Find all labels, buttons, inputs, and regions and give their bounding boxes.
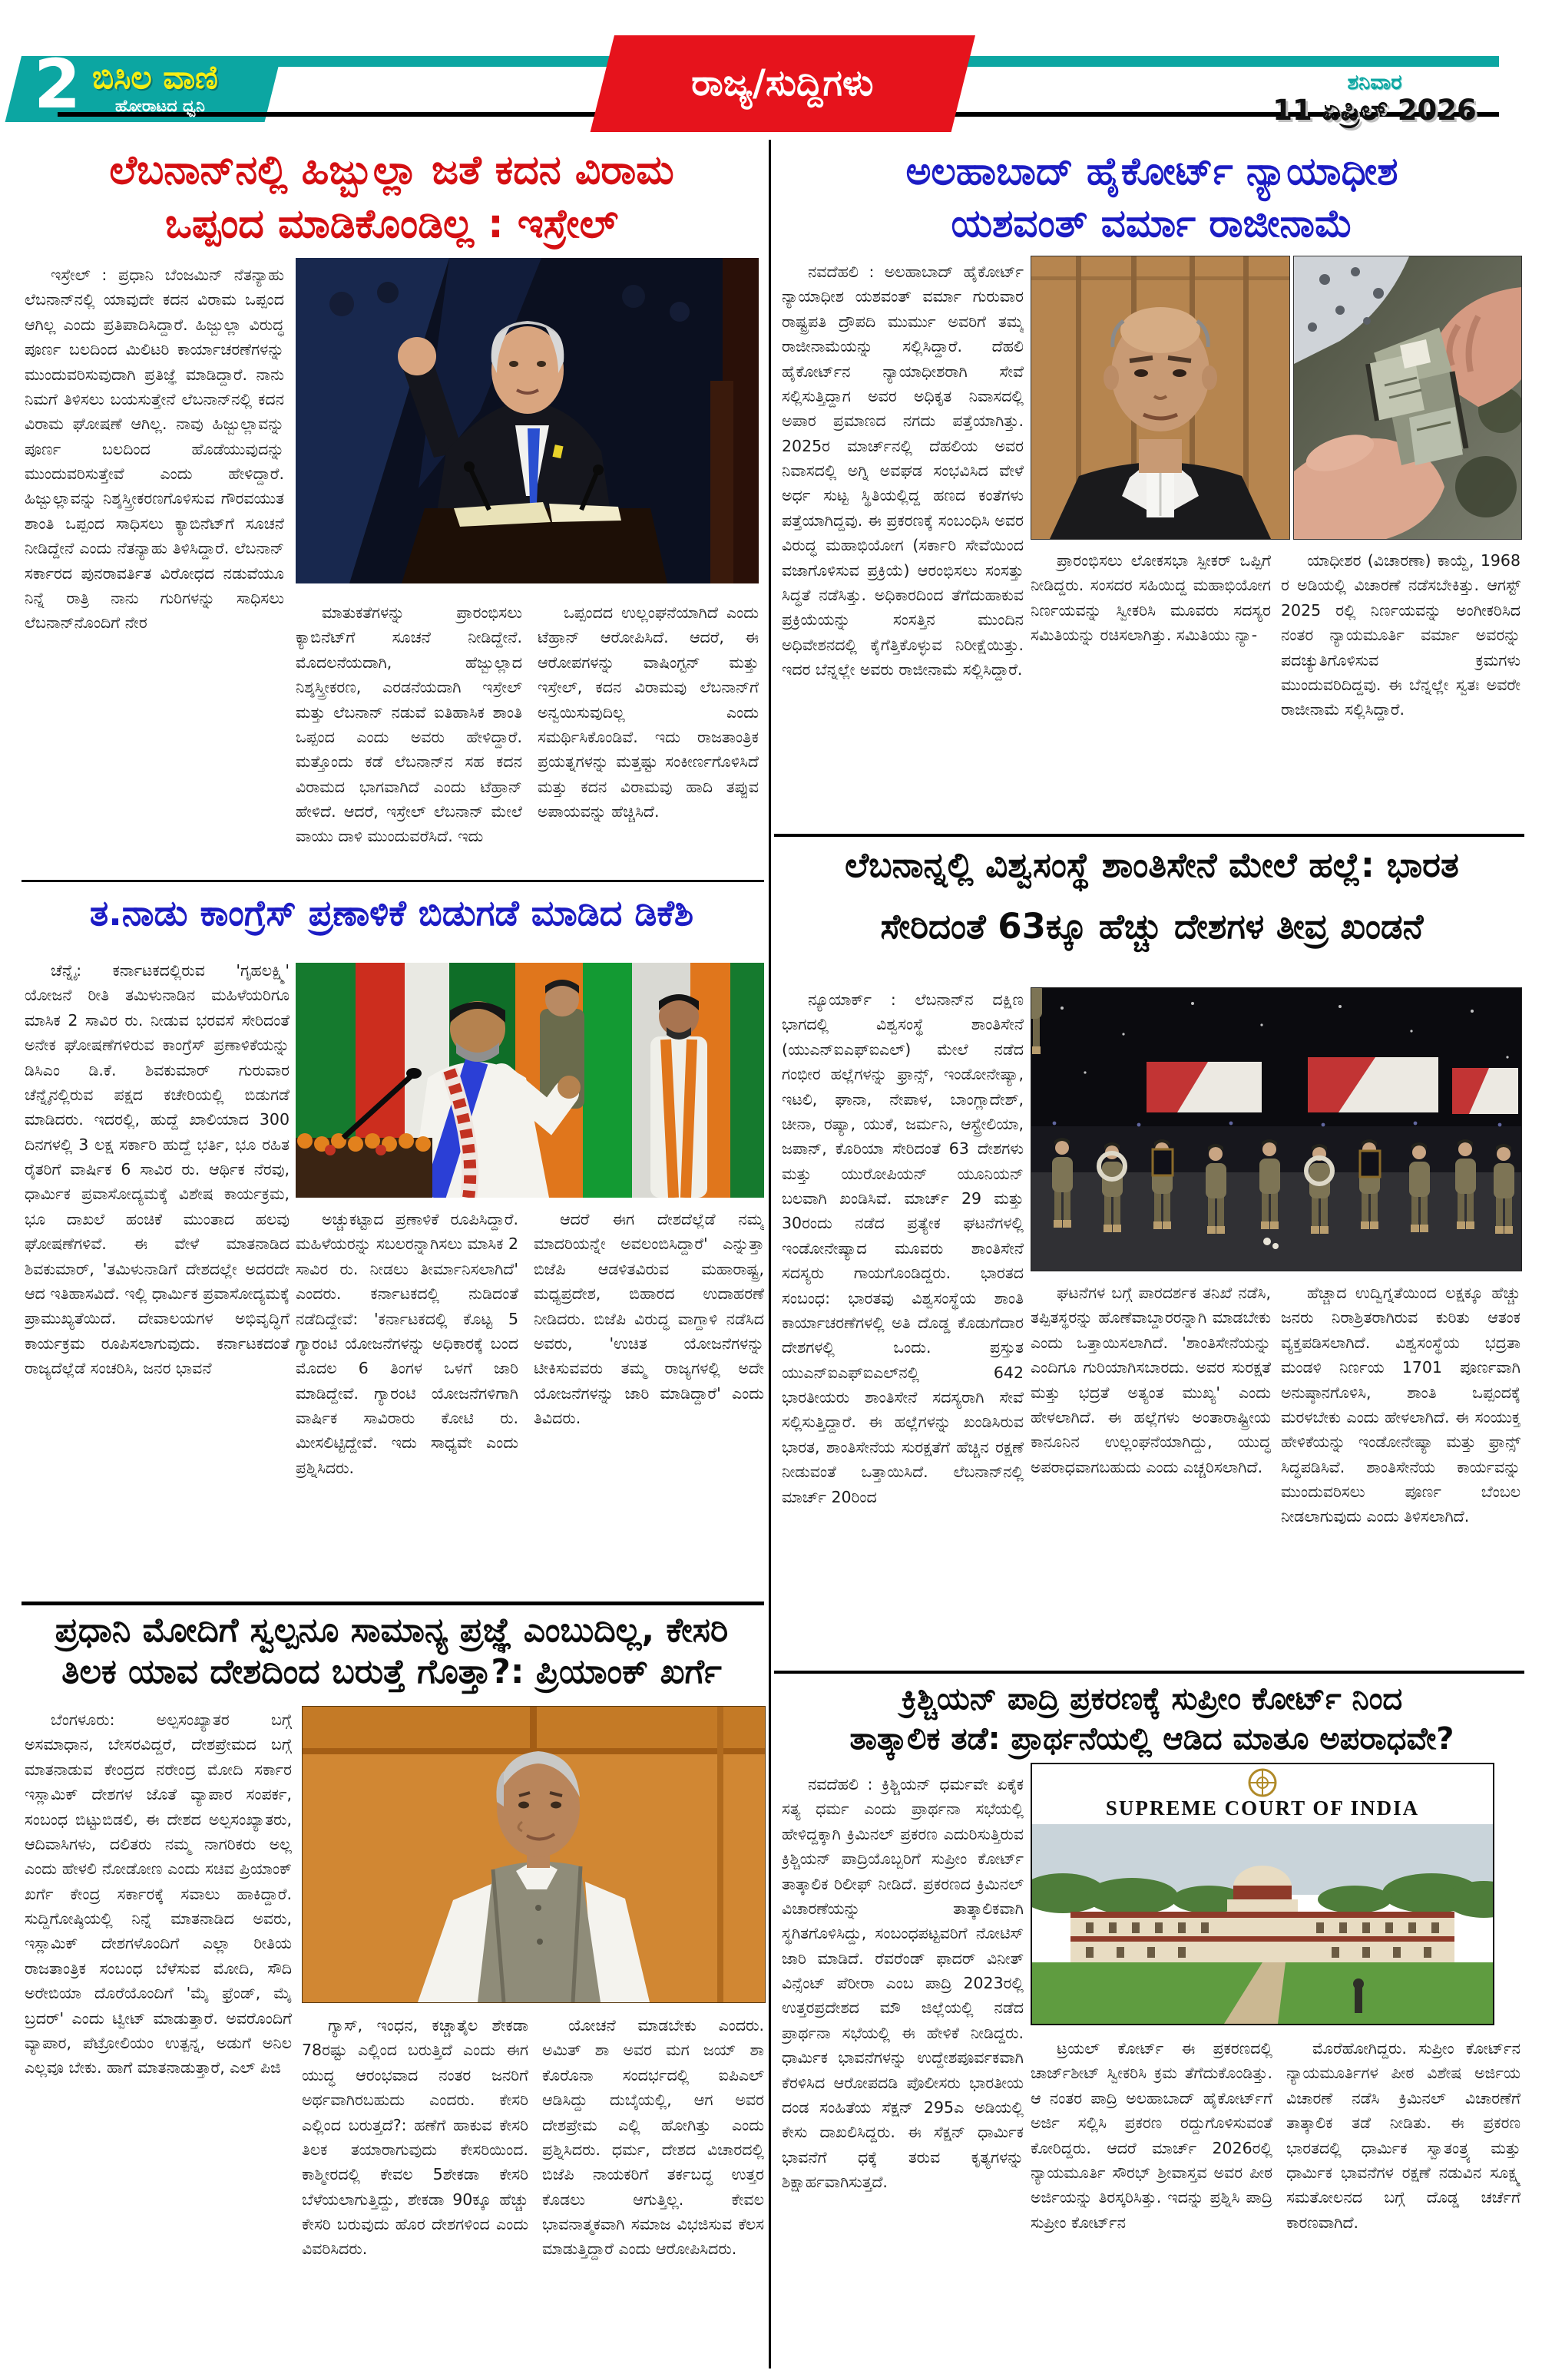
headline-un-line1: ಲೆಬನಾನ್ನಲ್ಲಿ ವಿಶ್ವಸಂಸ್ಥೆ ಶಾಂತಿಸೇನೆ ಮೇಲೆ ಹಲ್ಲೆ: ಭಾರತ <box>845 845 1459 885</box>
un-column-3: ಹೆಚ್ಚಾದ ಉದ್ವಿಗ್ನತೆಯಿಂದ ಲಕ್ಷಕ್ಕೂ ಹೆಚ್ಚು ಜನರು ನಿರಾಶ್ರಿತರಾಗಿರುವ ಕುರಿತು ಆತಂಕ ವ್ಯಕ್ತಪಡಿಸಲಾಗಿದೆ. ವಿಶ್ವಸಂಸ್ಥೆಯ ಭದ್ರತಾ ಮಂಡಳಿ ನಿರ್ಣಯ 1701 ಪೂರ್ಣವಾಗಿ ಅನುಷ್ಠಾನಗೊಳಿಸಿ, ಶಾಂತಿ ಒಪ್ಪಂದಕ್ಕೆ ಮರಳಬೇಕು ಎಂದು ಹೇಳಲಾಗಿದೆ. ಈ ಸಂಯುಕ್ತ ಹೇಳಿಕೆಯನ್ನು ಇಂಡೋನೇಷ್ಯಾ ಮತ್ತು ಫ್ರಾನ್ಸ್ ಸಿದ್ಧಪಡಿಸಿವೆ. ಶಾಂತಿಸೇನೆಯ ಕಾರ್ಯವನ್ನು ಮುಂದುವರಿಸಲು ಪೂರ್ಣ ಬೆಂಬಲ ನೀಡಲಾಗುವುದು ಎಂದು ತಿಳಿಸಲಾಗಿದೆ. <box>1281 1284 1520 1526</box>
varma-column-3: ಯಾಧೀಶರ (ವಿಚಾರಣಾ) ಕಾಯ್ದೆ, 1968 ರ ಅಡಿಯಲ್ಲಿ ವಿಚಾರಣೆ ನಡೆಸಬೇಕಿತ್ತು. ಆಗಸ್ಟ್ 2025 ರಲ್ಲಿ ನಿರ್ಣಯವನ್ನು ಅಂಗೀಕರಿಸಿದ ನಂತರ ನ್ಯಾಯಮೂರ್ತಿ ವರ್ಮಾ ಅವರನ್ನು ಪದಚ್ಯುತಿಗೊಳಿಸುವ ಕ್ರಮಗಳು ಮುಂದುವರಿದಿದ್ದವು. ಈ ಬೆನ್ನಲ್ಲೇ ಸ್ವತಃ ಅವರೇ ರಾಜೀನಾಮೆ ಸಲ್ಲಿಸಿದ್ದಾರೆ. <box>1281 551 1520 719</box>
priest-column-2: ಟ್ರಯಲ್ ಕೋರ್ಟ್ ಈ ಪ್ರಕರಣದಲ್ಲಿ ಚಾರ್ಜ್‌ಶೀಟ್ ಸ್ವೀಕರಿಸಿ ಕ್ರಮ ತೆಗೆದುಕೊಂಡಿತ್ತು. ಆ ನಂತರ ಪಾದ್ರಿ ಅಲಹಾಬಾದ್ ಹೈಕೋರ್ಟ್‌ಗೆ ಅರ್ಜಿ ಸಲ್ಲಿಸಿ ಪ್ರಕರಣ ರದ್ದುಗೊಳಿಸುವಂತೆ ಕೋರಿದ್ದರು. ಆದರೆ ಮಾರ್ಚ್ 2026ರಲ್ಲಿ ನ್ಯಾಯಮೂರ್ತಿ ಸೌರಭ್ ಶ್ರೀವಾಸ್ತವ ಅವರ ಪೀಠ ಅರ್ಜಿಯನ್ನು ತಿರಸ್ಕರಿಸಿತ್ತು. ಇದನ್ನು ಪ್ರಶ್ನಿಸಿ ಪಾದ್ರಿ ಸುಪ್ರೀಂ ಕೋರ್ಟ್‌ನ <box>1031 2039 1272 2232</box>
priyank-column-3: ಯೋಚನೆ ಮಾಡಬೇಕು ಎಂದರು. ಅಮಿತ್ ಶಾ ಅವರ ಮಗ ಜಯ್ ಶಾ ಕೊರೊನಾ ಸಂದರ್ಭದಲ್ಲಿ ಐಪಿಎಲ್ ಆಡಿಸಿದ್ದು ದುಬೈಯಲ್ಲಿ, ಆಗ ಅವರ ದೇಶಪ್ರೇಮ ಎಲ್ಲಿ ಹೋಗಿತ್ತು ಎಂದು ಪ್ರಶ್ನಿಸಿದರು. ಧರ್ಮ, ದೇಶದ ವಿಚಾರದಲ್ಲಿ ಬಿಜೆಪಿ ನಾಯಕರಿಗೆ ತರ್ಕಬದ್ಧ ಉತ್ತರ ಕೊಡಲು ಆಗುತ್ತಿಲ್ಲ. ಕೇವಲ ಭಾವನಾತ್ಮಕವಾಗಿ ಸಮಾಜ ವಿಭಜಿಸುವ ಕೆಲಸ ಮಾಡುತ್ತಿದ್ದಾರೆ ಎಂದು ಆರೋಪಿಸಿದರು. <box>542 2016 764 2259</box>
paper-tagline: ಹೋರಾಟದ ಧ್ವನಿ <box>115 97 205 115</box>
center-divider <box>769 140 771 2368</box>
varma-column-1: ನವದೆಹಲಿ : ಅಲಹಾಬಾದ್ ಹೈಕೋರ್ಟ್ ನ್ಯಾಯಾಧೀಶ ಯಶವಂತ್ ವರ್ಮಾ ಗುರುವಾರ ರಾಷ್ಟ್ರಪತಿ ದ್ರೌಪದಿ ಮುರ್ಮು ಅವರಿಗೆ ತಮ್ಮ ರಾಜೀನಾಮೆಯನ್ನು ಸಲ್ಲಿಸಿದ್ದಾರೆ. ದೆಹಲಿ ಹೈಕೋರ್ಟ್‌ನ ನ್ಯಾಯಾಧೀಶರಾಗಿ ಸೇವೆ ಸಲ್ಲಿಸುತ್ತಿದ್ದಾಗ ಅವರ ಅಧಿಕೃತ ನಿವಾಸದಲ್ಲಿ ಅಪಾರ ಪ್ರಮಾಣದ ನಗದು ಪತ್ತೆಯಾಗಿತ್ತು. 2025ರ ಮಾರ್ಚ್‌ನಲ್ಲಿ ದೆಹಲಿಯ ಅವರ ನಿವಾಸದಲ್ಲಿ ಅಗ್ನಿ ಅವಘಡ ಸಂಭವಿಸಿದ ವೇಳೆ ಅರ್ಧ ಸುಟ್ಟ ಸ್ಥಿತಿಯಲ್ಲಿದ್ದ ಹಣದ ಕಂತೆಗಳು ಪತ್ತೆಯಾಗಿದ್ದವು. ಈ ಪ್ರಕರಣಕ್ಕೆ ಸಂಬಂಧಿಸಿ ಅವರ ವಿರುದ್ಧ ಮಹಾಭಿಯೋಗ (ಸರ್ಕಾರಿ ಸೇವೆಯಿಂದ ವಜಾಗೊಳಿಸುವ ಪ್ರಕ್ರಿಯೆ) ಆರಂಭಿಸಲು ಸಂಸತ್ತು ಸಿದ್ಧತೆ ನಡೆಸಿತ್ತು. ಅಧಿಕಾರದಿಂದ ತೆಗೆದುಹಾಕುವ ಪ್ರಕ್ರಿಯೆಯನ್ನು ಸಂಸತ್ತಿನ ಮುಂದಿನ ಅಧಿವೇಶನದಲ್ಲಿ ಕೈಗೆತ್ತಿಕೊಳ್ಳುವ ನಿರೀಕ್ಷೆಯಿತ್ತು. ಇದರ ಬೆನ್ನಲ್ಲೇ ಅವರು ರಾಜೀನಾಮೆ ಸಲ್ಲಿಸಿದ್ದಾರೆ. <box>782 263 1024 679</box>
un-column-2: ಘಟನೆಗಳ ಬಗ್ಗೆ ಪಾರದರ್ಶಕ ತನಿಖೆ ನಡೆಸಿ, ತಪ್ಪಿತಸ್ಥರನ್ನು ಹೊಣೆವಾಬ್ದಾರರನ್ನಾಗಿ ಮಾಡಬೇಕು ಎಂದು ಒತ್ತಾಯಿಸಲಾಗಿದೆ. 'ಶಾಂತಿಸೇನೆಯನ್ನು ಎಂದಿಗೂ ಗುರಿಯಾಗಿಸಬಾರದು. ಅವರ ಸುರಕ್ಷತೆ ಮತ್ತು ಭದ್ರತೆ ಅತ್ಯಂತ ಮುಖ್ಯ' ಎಂದು ಹೇಳಲಾಗಿದೆ. ಈ ಹಲ್ಲೆಗಳು ಅಂತಾರಾಷ್ಟ್ರೀಯ ಕಾನೂನಿನ ಉಲ್ಲಂಘನೆಯಾಗಿದ್ದು, ಯುದ್ಧ ಅಪರಾಧವಾಗಬಹುದು ಎಂದು ಎಚ್ಚರಿಸಲಾಗಿದೆ. <box>1031 1284 1271 1476</box>
rule-right-2 <box>774 1671 1524 1674</box>
date-label: 11 ಏಪ್ರಿಲ್ 2026 <box>1272 94 1477 127</box>
section-badge-label: ರಾಜ್ಯ/ಸುದ್ದಿಗಳು <box>691 62 874 104</box>
headline-varma-line1: ಅಲಹಾಬಾದ್ ಹೈಕೋರ್ಟ್ ನ್ಯಾಯಾಧೀಶ <box>905 149 1398 193</box>
paper-title: ಬಿಸಿಲ ವಾಣಿ <box>92 58 218 96</box>
day-label: ಶನಿವಾರ <box>1347 71 1402 94</box>
israel-column-1: ಇಸ್ರೇಲ್ : ಪ್ರಧಾನಿ ಬೆಂಜಮಿನ್ ನೆತನ್ಯಾಹು ಲೆಬನಾನ್‌ನಲ್ಲಿ ಯಾವುದೇ ಕದನ ವಿರಾಮ ಒಪ್ಪಂದ ಆಗಿಲ್ಲ ಎಂದು ಪ್ರತಿಪಾದಿಸಿದ್ದಾರೆ. ಹಿಜ್ಬುಲ್ಲಾ ವಿರುದ್ಧ ಪೂರ್ಣ ಬಲದಿಂದ ಮಿಲಿಟರಿ ಕಾರ್ಯಾಚರಣೆಗಳನ್ನು ಮುಂದುವರಿಸುವುದಾಗಿ ಪ್ರತಿಜ್ಞೆ ಮಾಡಿದ್ದಾರೆ. ನಾನು ನಿಮಗೆ ತಿಳಿಸಲು ಬಯಸುತ್ತೇನೆ ಲೆಬನಾನ್‌ನಲ್ಲಿ ಕದನ ವಿರಾಮ ಘೋಷಣೆ ಆಗಿಲ್ಲ. ನಾವು ಹಿಜ್ಬುಲ್ಲಾವನ್ನು ಪೂರ್ಣ ಬಲದಿಂದ ಹೊಡೆಯುವುದನ್ನು ಮುಂದುವರಿಸುತ್ತೇವೆ ಎಂದು ಹೇಳಿದ್ದಾರೆ. ಹಿಜ್ಬುಲ್ಲಾವನ್ನು ನಿಶ್ಶಸ್ತ್ರೀಕರಣಗೊಳಿಸುವ ಗೌರವಯುತ ಶಾಂತಿ ಒಪ್ಪಂದ ಸಾಧಿಸಲು ಕ್ಯಾಬಿನೆಟ್‌ಗೆ ಸೂಚನೆ ನೀಡಿದ್ದೇನೆ ಎಂದು ನೆತನ್ಯಾಹು ತಿಳಿಸಿದ್ದಾರೆ. ಲೆಬನಾನ್ ಸರ್ಕಾರದ ಪುನರಾವರ್ತಿತ ವಿರೋಧದ ನಡುವೆಯೂ ನಿನ್ನೆ ರಾತ್ರಿ ನಾನು ಗುರಿಗಳನ್ನು ಸಾಧಿಸಲು ಲೆಬನಾನ್‌ನೊಂದಿಗೆ ನೇರ <box>25 266 284 633</box>
headline-priest-line2: ತಾತ್ಕಾಲಿಕ ತಡೆ: ಪ್ರಾರ್ಥನೆಯಲ್ಲಿ ಆಡಿದ ಮಾತೂ ಅಪರಾಧವೇ? <box>849 1721 1454 1757</box>
dks-column-3: ಆದರೆ ಈಗ ದೇಶದೆಲ್ಲೆಡೆ ನಮ್ಮ ಮಾದರಿಯನ್ನೇ ಅವಲಂಬಿಸಿದ್ದಾರೆ' ಎನ್ನುತ್ತಾ ಬಿಜೆಪಿ ಆಡಳಿತವಿರುವ ಮಹಾರಾಷ್ಟ್ರ, ಮಧ್ಯಪ್ರದೇಶ, ಬಿಹಾರದ ಉದಾಹರಣೆ ನೀಡಿದರು. ಬಿಜೆಪಿ ವಿರುದ್ಧ ವಾಗ್ದಾಳಿ ನಡೆಸಿದ ಅವರು, 'ಉಚಿತ ಯೋಜನೆಗಳನ್ನು ಟೀಕಿಸುವವರು ತಮ್ಮ ರಾಜ್ಯಗಳಲ್ಲಿ ಅದೇ ಯೋಜನೆಗಳನ್ನು ಜಾರಿ ಮಾಡಿದ್ದಾರೆ' ಎಂದು ತಿವಿದರು. <box>534 1210 764 1427</box>
priyank-column-1: ಬೆಂಗಳೂರು: ಅಲ್ಪಸಂಖ್ಯಾತರ ಬಗ್ಗೆ ಅಸಮಾಧಾನ, ಬೇಸರವಿದ್ದರೆ, ದೇಶಪ್ರೇಮದ ಬಗ್ಗೆ ಮಾತನಾಡುವ ಕೇಂದ್ರದ ನರೇಂದ್ರ ಮೋದಿ ಸರ್ಕಾರ ಇಸ್ಲಾಮಿಕ್ ದೇಶಗಳ ಜೊತೆ ವ್ಯಾಪಾರ ಸಂಪರ್ಕ, ಸಂಬಂಧ ಬಿಟ್ಟುಬಿಡಲಿ, ಈ ದೇಶದ ಅಲ್ಪಸಂಖ್ಯಾತರು, ಆದಿವಾಸಿಗಳು, ದಲಿತರು ನಮ್ಮ ನಾಗರಿಕರು ಅಲ್ಲ ಎಂದು ಹೇಳಲಿ ನೋಡೋಣ ಎಂದು ಸಚಿವ ಪ್ರಿಯಾಂಕ್ ಖರ್ಗೆ ಕೇಂದ್ರ ಸರ್ಕಾರಕ್ಕೆ ಸವಾಲು ಹಾಕಿದ್ದಾರೆ. ಸುದ್ದಿಗೋಷ್ಠಿಯಲ್ಲಿ ನಿನ್ನೆ ಮಾತನಾಡಿದ ಅವರು, ಇಸ್ಲಾಮಿಕ್ ದೇಶಗಳೊಂದಿಗೆ ಎಲ್ಲಾ ರೀತಿಯ ರಾಜತಾಂತ್ರಿಕ ಸಂಬಂಧ ಬೆಳೆಸುವ ಮೋದಿ, ಸೌದಿ ಅರೇಬಿಯಾ ದೊರೆಯೊಂದಿಗೆ 'ಮೈ ಫ್ರೆಂಡ್, ಮೈ ಬ್ರದರ್' ಎಂದು ಟ್ವೀಟ್ ಮಾಡುತ್ತಾರೆ. ಅವರೊಂದಿಗೆ ವ್ಯಾಪಾರ, ಪೆಟ್ರೋಲಿಯಂ ಉತ್ಪನ್ನ, ಅಡುಗೆ ಅನಿಲ ಎಲ್ಲವೂ ಬೇಕು. ಹಾಗೆ ಮಾತನಾಡುತ್ತಾರೆ, ಎಲ್ ಪಿಜಿ <box>25 1711 292 2078</box>
dks-speech-photo <box>296 963 764 1198</box>
headline-un-line2: ಸೇರಿದಂತೆ 63ಕ್ಕೂ ಹೆಚ್ಚು ದೇಶಗಳ ತೀವ್ರ ಖಂಡನೆ <box>880 906 1424 947</box>
israel-column-2: ಮಾತುಕತೆಗಳನ್ನು ಪ್ರಾರಂಭಿಸಲು ಕ್ಯಾಬಿನೆಟ್‌ಗೆ ಸೂಚನೆ ನೀಡಿದ್ದೇನೆ. ಮೊದಲನೆಯದಾಗಿ, ಹೆಜ್ಬುಲ್ಲಾದ ನಿಶ್ಶಸ್ತ್ರೀಕರಣ, ಎರಡನೆಯದಾಗಿ ಇಸ್ರೇಲ್ ಮತ್ತು ಲೆಬನಾನ್ ನಡುವೆ ಐತಿಹಾಸಿಕ ಶಾಂತಿ ಒಪ್ಪಂದ ಎಂದು ಅವರು ಹೇಳಿದ್ದಾರೆ. ಮತ್ತೊಂದು ಕಡೆ ಲೆಬನಾನ್‌ನ ಸಹ ಕದನ ವಿರಾಮದ ಭಾಗವಾಗಿದೆ ಎಂದು ಟೆಹ್ರಾನ್ ಹೇಳಿದೆ. ಆದರೆ, ಇಸ್ರೇಲ್ ಲೆಬನಾನ್ ಮೇಲೆ ವಾಯು ದಾಳಿ ಮುಂದುವರೆಸಿದೆ. ಇದು <box>296 603 522 846</box>
judge-varma-photo <box>1031 256 1290 540</box>
rule-right-1 <box>774 834 1524 837</box>
rule-left-2 <box>22 1602 764 1605</box>
headline-dks: ತ.ನಾಡು ಕಾಂಗ್ರೆಸ್ ಪ್ರಣಾಳಿಕೆ ಬಿಡುಗಡೆ ಮಾಡಿದ ಡಿಕೆಶಿ <box>89 892 694 934</box>
headline-israel-line2: ಒಪ್ಪಂದ ಮಾಡಿಕೊಂಡಿಲ್ಲ : ಇಸ್ರೇಲ್ <box>164 201 619 247</box>
un-peacekeepers-photo <box>1031 987 1522 1271</box>
un-column-1: ನ್ಯೂಯಾರ್ಕ್ : ಲೆಬನಾನ್‌ನ ದಕ್ಷಿಣ ಭಾಗದಲ್ಲಿ ವಿಶ್ವಸಂಸ್ಥೆ ಶಾಂತಿಸೇನೆ (ಯುಎನ್‌ಐಎಫ್‌ಐಎಲ್) ಮೇಲೆ ನಡೆದ ಗಂಭೀರ ಹಲ್ಲೆಗಳನ್ನು ಫ್ರಾನ್ಸ್, ಇಂಡೋನೇಷ್ಯಾ, ಇಟಲಿ, ಘಾನಾ, ನೇಪಾಳ, ಬಾಂಗ್ಲಾದೇಶ್, ಚೀನಾ, ರಷ್ಯಾ, ಯುಕೆ, ಜರ್ಮನಿ, ಆಸ್ಟ್ರೇಲಿಯಾ, ಜಪಾನ್, ಕೊರಿಯಾ ಸೇರಿದಂತೆ 63 ದೇಶಗಳು ಮತ್ತು ಯುರೋಪಿಯನ್ ಯೂನಿಯನ್ ಬಲವಾಗಿ ಖಂಡಿಸಿವೆ. ಮಾರ್ಚ್ 29 ಮತ್ತು 30ರಂದು ನಡೆದ ಪ್ರತ್ಯೇಕ ಘಟನೆಗಳಲ್ಲಿ ಇಂಡೋನೇಷ್ಯಾದ ಮೂವರು ಶಾಂತಿಸೇನೆ ಸದಸ್ಯರು ಗಾಯಗೊಂಡಿದ್ದರು. ಭಾರತದ ಸಂಬಂಧ: ಭಾರತವು ವಿಶ್ವಸಂಸ್ಥೆಯ ಶಾಂತಿ ಕಾರ್ಯಾಚರಣೆಗಳಲ್ಲಿ ಅತಿ ದೊಡ್ಡ ಕೊಡುಗೆದಾರ ದೇಶಗಳಲ್ಲಿ ಒಂದು. ಪ್ರಸ್ತುತ ಯುಎನ್‌ಐಎಫ್‌ಐಎಲ್‌ನಲ್ಲಿ 642 ಭಾರತೀಯರು ಶಾಂತಿಸೇನೆ ಸದಸ್ಯರಾಗಿ ಸೇವೆ ಸಲ್ಲಿಸುತ್ತಿದ್ದಾರೆ. ಈ ಹಲ್ಲೆಗಳನ್ನು ಖಂಡಿಸಿರುವ ಭಾರತ, ಶಾಂತಿಸೇನೆಯ ಸುರಕ್ಷತೆಗೆ ಹೆಚ್ಚಿನ ರಕ್ಷಣೆ ನೀಡುವಂತೆ ಒತ್ತಾಯಿಸಿದೆ. ಲೆಬನಾನ್‌ನಲ್ಲಿ ಮಾರ್ಚ್ 20ರಿಂದ <box>782 990 1024 1506</box>
rule-left-1 <box>22 880 764 882</box>
page-number: 2 <box>34 45 81 124</box>
headline-israel-line1: ಲೆಬನಾನ್‌ನಲ್ಲಿ ಹಿಜ್ಬುಲ್ಲಾ ಜತೆ ಕದನ ವಿರಾಮ <box>109 147 674 193</box>
headline-varma-line2: ಯಶವಂತ್ ವರ್ಮಾ ರಾಜೀನಾಮೆ <box>951 201 1353 246</box>
burnt-cash-photo <box>1293 256 1522 540</box>
varma-column-2: ಪ್ರಾರಂಭಿಸಲು ಲೋಕಸಭಾ ಸ್ಪೀಕರ್ ಒಪ್ಪಿಗೆ ನೀಡಿದ್ದರು. ಸಂಸದರ ಸಹಿಯಿದ್ದ ಮಹಾಭಿಯೋಗ ನಿರ್ಣಯವನ್ನು ಸ್ವೀಕರಿಸಿ ಮೂವರು ಸದಸ್ಯರ ಸಮಿತಿಯನ್ನು ರಚಿಸಲಾಗಿತ್ತು. ಸಮಿತಿಯು ನ್ಯಾ- <box>1031 551 1271 645</box>
headline-priest-line1: ಕ್ರಿಶ್ಚಿಯನ್ ಪಾದ್ರಿ ಪ್ರಕರಣಕ್ಕೆ ಸುಪ್ರೀಂ ಕೋರ್ಟ್ ನಿಂದ <box>901 1681 1403 1717</box>
israel-column-3: ಒಪ್ಪಂದದ ಉಲ್ಲಂಘನೆಯಾಗಿದೆ ಎಂದು ಟೆಹ್ರಾನ್ ಆರೋಪಿಸಿದೆ. ಆದರೆ, ಈ ಆರೋಪಗಳನ್ನು ವಾಷಿಂಗ್ಟನ್ ಮತ್ತು ಇಸ್ರೇಲ್, ಕದನ ವಿರಾಮವು ಲೆಬನಾನ್‌ಗೆ ಅನ್ವಯಿಸುವುದಿಲ್ಲ ಎಂದು ಸಮರ್ಥಿಸಿಕೊಂಡಿವೆ. ಇದು ರಾಜತಾಂತ್ರಿಕ ಪ್ರಯತ್ನಗಳನ್ನು ಮತ್ತಷ್ಟು ಸಂಕೀರ್ಣಗೊಳಿಸಿದೆ ಮತ್ತು ಕದನ ವಿರಾಮವು ಹಾದಿ ತಪ್ಪುವ ಅಪಾಯವನ್ನು ಹೆಚ್ಚಿಸಿದೆ. <box>538 603 759 821</box>
headline-priyank-line1: ಪ್ರಧಾನಿ ಮೋದಿಗೆ ಸ್ವಲ್ಪನೂ ಸಾಮಾನ್ಯ ಪ್ರಜ್ಞೆ ಎಂಬುದಿಲ್ಲ, ಕೇಸರಿ <box>55 1611 729 1650</box>
priest-column-3: ಮೊರೆಹೋಗಿದ್ದರು. ಸುಪ್ರೀಂ ಕೋರ್ಟ್‌ನ ನ್ಯಾಯಮೂರ್ತಿಗಳ ಪೀಠ ವಿಶೇಷ ಅರ್ಜಿಯ ವಿಚಾರಣೆ ನಡೆಸಿ ಕ್ರಿಮಿನಲ್ ವಿಚಾರಣೆಗೆ ತಾತ್ಕಾಲಿಕ ತಡೆ ನೀಡಿತು. ಈ ಪ್ರಕರಣ ಭಾರತದಲ್ಲಿ ಧಾರ್ಮಿಕ ಸ್ವಾತಂತ್ರ್ಯ ಮತ್ತು ಧಾರ್ಮಿಕ ಭಾವನೆಗಳ ರಕ್ಷಣೆ ನಡುವಿನ ಸೂಕ್ಷ್ಮ ಸಮತೋಲನದ ಬಗ್ಗೆ ದೊಡ್ಡ ಚರ್ಚೆಗೆ ಕಾರಣವಾಗಿದೆ. <box>1286 2039 1520 2232</box>
priyank-column-2: ಗ್ಯಾಸ್, ಇಂಧನ, ಕಚ್ಚಾತೈಲ ಶೇಕಡಾ 78ರಷ್ಟು ಎಲ್ಲಿಂದ ಬರುತ್ತಿದೆ ಎಂದು ಈಗ ಯುದ್ಧ ಆರಂಭವಾದ ನಂತರ ಜನರಿಗೆ ಅರ್ಥವಾಗಿರಬಹುದು ಎಂದರು. ಕೇಸರಿ ಎಲ್ಲಿಂದ ಬರುತ್ತದೆ?: ಹಣೆಗೆ ಹಾಕುವ ಕೇಸರಿ ತಿಲಕ ತಯಾರಾಗುವುದು ಕೇಸರಿಯಿಂದ. ಕಾಶ್ಮೀರದಲ್ಲಿ ಕೇವಲ 5ಶೇಕಡಾ ಕೇಸರಿ ಬೆಳೆಯಲಾಗುತ್ತಿದ್ದು, ಶೇಕಡಾ 90ಕ್ಕೂ ಹೆಚ್ಚು ಕೇಸರಿ ಬರುವುದು ಹೊರ ದೇಶಗಳಿಂದ ಎಂದು ವಿವರಿಸಿದರು. <box>302 2016 528 2259</box>
dks-column-2: ಅಚ್ಚುಕಟ್ಟಾದ ಪ್ರಣಾಳಿಕೆ ರೂಪಿಸಿದ್ದಾರೆ. ಮಹಿಳೆಯರನ್ನು ಸಬಲರನ್ನಾಗಿಸಲು ಮಾಸಿಕ 2 ಸಾವಿರ ರು. ನೀಡಲು ತೀರ್ಮಾನಿಸಲಾಗಿದೆ' ಎಂದರು. ಕರ್ನಾಟಕದಲ್ಲಿ ನುಡಿದಂತೆ ನಡೆದಿದ್ದೇವೆ: 'ಕರ್ನಾಟಕದಲ್ಲಿ ಕೊಟ್ಟ 5 ಗ್ಯಾರಂಟಿ ಯೋಜನೆಗಳನ್ನು ಅಧಿಕಾರಕ್ಕೆ ಬಂದ ಮೊದಲ 6 ತಿಂಗಳ ಒಳಗೆ ಜಾರಿ ಮಾಡಿದ್ದೇವೆ. ಗ್ಯಾರಂಟಿ ಯೋಜನೆಗಳಿಗಾಗಿ ವಾರ್ಷಿಕ ಸಾವಿರಾರು ಕೋಟಿ ರು. ಮೀಸಲಿಟ್ಟಿದ್ದೇವೆ. ಇದು ಸಾಧ್ಯವೇ ಎಂದು ಪ್ರಶ್ನಿಸಿದರು. <box>296 1210 518 1477</box>
dks-column-1: ಚೆನ್ನೈ: ಕರ್ನಾಟಕದಲ್ಲಿರುವ 'ಗೃಹಲಕ್ಷ್ಮಿ' ಯೋಜನೆ ರೀತಿ ತಮಿಳುನಾಡಿನ ಮಹಿಳೆಯರಿಗೂ ಮಾಸಿಕ 2 ಸಾವಿರ ರು. ನೀಡುವ ಭರವಸೆ ಸೇರಿದಂತೆ ಅನೇಕ ಘೋಷಣೆಗಳಿರುವ ಕಾಂಗ್ರೆಸ್ ಪ್ರಣಾಳಿಕೆಯನ್ನು ಡಿಸಿಎಂ ಡಿ.ಕೆ. ಶಿವಕುಮಾರ್ ಗುರುವಾರ ಚೆನ್ನೈನಲ್ಲಿರುವ ಪಕ್ಷದ ಕಚೇರಿಯಲ್ಲಿ ಬಿಡುಗಡೆ ಮಾಡಿದರು. ಇದರಲ್ಲಿ, ಹುದ್ದೆ ಖಾಲಿಯಾದ 300 ದಿನಗಳಲ್ಲಿ 3 ಲಕ್ಷ ಸರ್ಕಾರಿ ಹುದ್ದೆ ಭರ್ತಿ, ಭೂ ರಹಿತ ರೈತರಿಗೆ ವಾರ್ಷಿಕ 6 ಸಾವಿರ ರು. ಆರ್ಥಿಕ ನೆರವು, ಧಾರ್ಮಿಕ ಪ್ರವಾಸೋದ್ಯಮಕ್ಕೆ ವಿಶೇಷ ಕಾರ್ಯಕ್ರಮ, ಭೂ ದಾಖಲೆ ಹಂಚಿಕೆ ಮುಂತಾದ ಹಲವು ಘೋಷಣೆಗಳಿವೆ. ಈ ವೇಳೆ ಮಾತನಾಡಿದ ಶಿವಕುಮಾರ್, 'ತಮಿಳುನಾಡಿಗೆ ದೇಶದಲ್ಲೇ ಅದರದೇ ಆದ ಇತಿಹಾಸವಿದೆ. ಇಲ್ಲಿ ಧಾರ್ಮಿಕ ಪ್ರವಾಸೋದ್ಯಮಕ್ಕೆ ಪ್ರಾಮುಖ್ಯತೆಯಿದೆ. ದೇವಾಲಯಗಳ ಅಭಿವೃದ್ಧಿಗೆ ಕಾರ್ಯಕ್ರಮ ರೂಪಿಸಲಾಗುವುದು. ಕರ್ನಾಟಕದಂತೆ ರಾಜ್ಯದೆಲ್ಲೆಡೆ ಸಂಚರಿಸಿ, ಜನರ ಭಾವನೆ <box>25 961 290 1377</box>
priyank-kharge-photo <box>302 1706 766 2003</box>
supreme-court-photo <box>1031 1763 1494 2025</box>
netanyahu-photo <box>296 258 759 583</box>
section-badge <box>591 35 975 132</box>
supreme-court-caption: SUPREME COURT OF INDIA <box>1105 1797 1420 1820</box>
headline-priyank-line2: ತಿಲಕ ಯಾವ ದೇಶದಿಂದ ಬರುತ್ತೆ ಗೊತ್ತಾ?: ಪ್ರಿಯಾಂಕ್ ಖರ್ಗೆ <box>61 1652 722 1691</box>
priest-column-1: ನವದೆಹಲಿ : ಕ್ರಿಶ್ಚಿಯನ್ ಧರ್ಮವೇ ಏಕೈಕ ಸತ್ಯ ಧರ್ಮ ಎಂದು ಪ್ರಾರ್ಥನಾ ಸಭೆಯಲ್ಲಿ ಹೇಳಿದ್ದಕ್ಕಾಗಿ ಕ್ರಿಮಿನಲ್ ಪ್ರಕರಣ ಎದುರಿಸುತ್ತಿರುವ ಕ್ರಿಶ್ಚಿಯನ್ ಪಾದ್ರಿಯೊಬ್ಬರಿಗೆ ಸುಪ್ರೀಂ ಕೋರ್ಟ್ ತಾತ್ಕಾಲಿಕ ರಿಲೀಫ್ ನೀಡಿದೆ. ಪ್ರಕರಣದ ಕ್ರಿಮಿನಲ್ ವಿಚಾರಣೆಯನ್ನು ತಾತ್ಕಾಲಿಕವಾಗಿ ಸ್ಥಗಿತಗೊಳಿಸಿದ್ದು, ಸಂಬಂಧಪಟ್ಟವರಿಗೆ ನೋಟಿಸ್ ಜಾರಿ ಮಾಡಿದೆ. ರೆವರೆಂಡ್ ಫಾದರ್ ವಿನೀತ್ ವಿನ್ಸೆಂಟ್ ಪೆರೀರಾ ಎಂಬ ಪಾದ್ರಿ 2023ರಲ್ಲಿ ಉತ್ತರಪ್ರದೇಶದ ಮೌ ಜಿಲ್ಲೆಯಲ್ಲಿ ನಡೆದ ಪ್ರಾರ್ಥನಾ ಸಭೆಯಲ್ಲಿ ಈ ಹೇಳಿಕೆ ನೀಡಿದ್ದರು. ಧಾರ್ಮಿಕ ಭಾವನೆಗಳನ್ನು ಉದ್ದೇಶಪೂರ್ವಕವಾಗಿ ಕೆರಳಿಸಿದ ಆರೋಪದಡಿ ಪೊಲೀಸರು ಭಾರತೀಯ ದಂಡ ಸಂಹಿತೆಯ ಸೆಕ್ಷನ್ 295ಎ ಅಡಿಯಲ್ಲಿ ಕೇಸು ದಾಖಲಿಸಿದ್ದರು. ಈ ಸೆಕ್ಷನ್ ಧಾರ್ಮಿಕ ಭಾವನೆಗೆ ಧಕ್ಕೆ ತರುವ ಕೃತ್ಯಗಳನ್ನು ಶಿಕ್ಷಾರ್ಹವಾಗಿಸುತ್ತದೆ. <box>782 1775 1024 2191</box>
